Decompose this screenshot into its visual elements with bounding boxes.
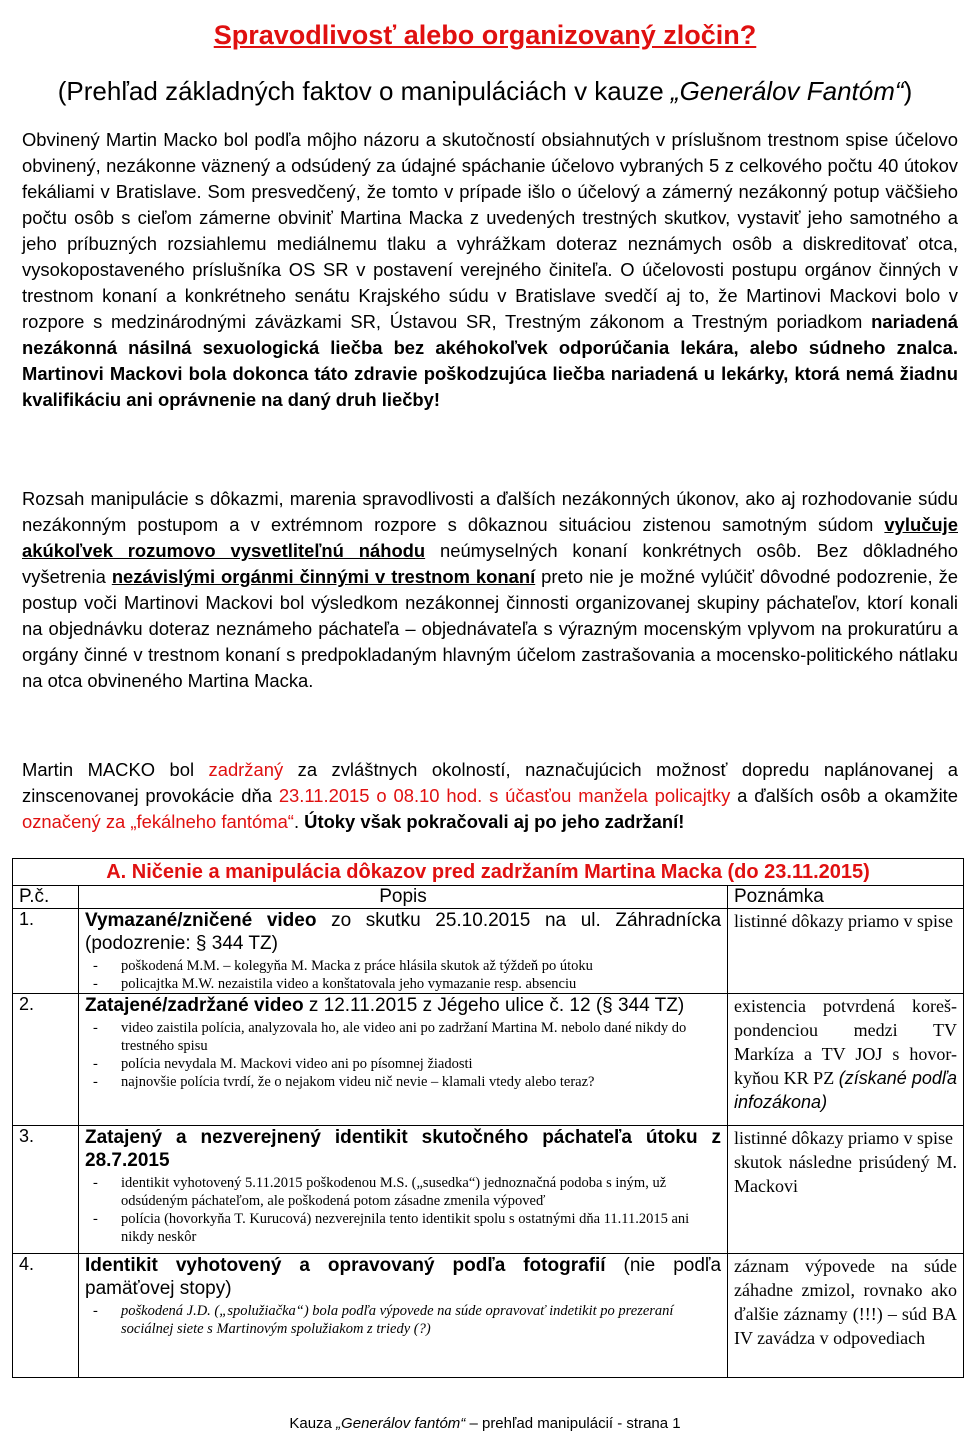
list-item: - video zaistila polícia, analyzovala ho, ale video ani po zadržaní Martina M. nebolo dané nikdy do trestného spisu xyxy=(85,1019,721,1055)
row-description: Identikit vyhotovený a opravovaný podľa fotografií (nie podľa pamäťovej stopy) - poškodená J.D. („spolužiačka“) bola podľa výpovede na súde opravovať indetikit po prezeraní sociálnej siete s Martinovým spolužiakom z triedy (?) xyxy=(79,1254,728,1378)
intro-paragraph: Obvinený Martin Macko bol podľa môjho názoru a skutočností obsiahnutých v príslušnom trestnom spise účelovo obvinený, nezákonne väznený a odsúdený za údajné spáchanie účelovo vybraných 5 z celkového počtu 40 útokov fekáliami v Bratislave. Som presvedčený, že tomto v prípade išlo o účelový a zámerný nezákonný potup väčšieho počtu osôb s cieľom zámerne obviniť Martina Macka z uvedených trestných skutkov, vystaviť jeho samotného a jeho príbuzných rozsiahlemu mediálnemu tlaku a vyhrážkam doteraz neznámych osôb a diskreditovať otca, vysokopostaveného príslušníka OS SR v postavení verejného činiteľa. O účelovosti postupu orgánov činných v trestnom konaní a konkrétneho senátu Krajského súdu v Bratislave svedčí aj to, že Martinovi Mackovi bolo v rozpore s medzinárodnými záväzkami SR, Ústavou SR, Trestným zákonom a Trestným poriadkom nariadená nezákonná násilná sexuologická liečba bez akéhokoľvek odporúčania lekára, alebo súdneho znalca. Martinovi Mackovi bola dokonca táto zdravie poškodzujúca liečba nariadená u lekárky, ktorá nemá žiadnu kvalifikáciu ani oprávnenie na daný druh liečby! xyxy=(22,129,958,410)
row-note: záznam výpovede na súde záhadne zmizol, rovnako ako ďalšie záznamy (!!!) – súd BA IV zavádza v odpovediach xyxy=(728,1254,964,1378)
arrest-paragraph: Martin MACKO bol zadržaný za zvláštnych okolností, naznačujúcich možnosť dopredu naplánovanej a zinscenovanej provokácie dňa 23.11.2015 o 08.10 hod. s účasťou manžela policajtky a ďalších osôb a okamžite označený za „fekálneho fantóma“. Útoky však pokračovali aj po jeho zadržaní! xyxy=(22,759,958,832)
row-description: Zatajené/zadržané video z 12.11.2015 z Jégeho ulice č. 12 (§ 344 TZ) - video zaistila polícia, analyzovala ho, ale video ani po zadržaní Martina M. nebolo dané nikdy do trestného spisu - polícia nevydala M. Mackovi video ani po písomnej žiadosti - najnovšie polícia tvrdí, že o nejakom videu nič nevie – klamali vtedy alebo teraz? xyxy=(79,994,728,1126)
page-footer: Kauza „Generálov fantóm“ – prehľad manipulácií - strana 1 xyxy=(289,1415,681,1432)
row-number: 4. xyxy=(13,1254,79,1378)
list-item: - polícia (hovorkyňa T. Kurucová) nezverejnila tento identikit spolu s ostatnými dňa 11.11.2015 ani nikdy neskôr xyxy=(85,1210,721,1246)
list-item: - poškodená M.M. – kolegyňa M. Macka z práce hlásila skutok až týždeň po útoku xyxy=(85,957,721,975)
row-note: listinné dôkazy priamo v spise skutok následne prisúdený M. Mackovi xyxy=(728,1126,964,1254)
row-description: Vymazané/zničené video zo skutku 25.10.2015 na ul. Záhradnícka (podozrenie: § 344 TZ) - poškodená M.M. – kolegyňa M. Macka z práce hlásila skutok až týždeň po útoku - policajtka M.W. nezaistila video a konštatovala jeho vymazanie resp. absenciu xyxy=(79,909,728,994)
table-section-title: A. Ničenie a manipulácia dôkazov pred zadržaním Martina Macka (do 23.11.2015) xyxy=(13,859,964,886)
page-subtitle: (Prehľad základných faktov o manipuláciách v kauze „Generálov Fantóm“) xyxy=(57,76,913,106)
header-num: P.č. xyxy=(13,886,79,909)
list-item: - poškodená J.D. („spolužiačka“) bola podľa výpovede na súde opravovať indetikit po prezeraní sociálnej siete s Martinovým spolužiakom z triedy (?) xyxy=(85,1302,721,1338)
row-description: Zatajený a nezverejnený identikit skutočného páchateľa útoku z 28.7.2015 - identikit vyhotovený 5.11.2015 poškodenou M.S. („susedka“) jednoznačná podoba s iným, už odsúdeným páchateľom, ale poškodená potom zásadne zmenila výpoveď - polícia (hovorkyňa T. Kurucová) nezverejnila tento identikit spolu s ostatnými dňa 11.11.2015 ani nikdy neskôr xyxy=(79,1126,728,1254)
list-item: - policajtka M.W. nezaistila video a konštatovala jeho vymazanie resp. absenciu xyxy=(85,975,721,993)
row-note: existencia potvrdená koreš-pondenciou medzi TV Markíza a TV JOJ s hovor-kyňou KR PZ (získané podľa infozákona) xyxy=(728,994,964,1126)
list-item: - najnovšie polícia tvrdí, že o nejakom videu nič nevie – klamali vtedy alebo teraz? xyxy=(85,1073,721,1091)
list-item: - identikit vyhotovený 5.11.2015 poškodenou M.S. („susedka“) jednoznačná podoba s iným, už odsúdeným páchateľom, ale poškodená potom zásadne zmenila výpoveď xyxy=(85,1174,721,1210)
header-desc: Popis xyxy=(79,886,728,909)
list-item: - polícia nevydala M. Mackovi video ani po písomnej žiadosti xyxy=(85,1055,721,1073)
row-number: 3. xyxy=(13,1126,79,1254)
row-number: 1. xyxy=(13,909,79,994)
header-note: Poznámka xyxy=(728,886,964,909)
table-header-row xyxy=(13,886,964,909)
table-row xyxy=(13,1126,964,1254)
table-row xyxy=(13,909,964,994)
row-note: listinné dôkazy priamo v spise xyxy=(728,909,964,994)
evidence-table xyxy=(12,858,964,1378)
table-row xyxy=(13,1254,964,1378)
manipulation-paragraph: Rozsah manipulácie s dôkazmi, marenia spravodlivosti a ďalších nezákonných úkonov, ako aj rozhodovanie súdu nezákonným postupom a v extrémnom rozpore s dôkaznou situáciou zistenou samotným súdom vylučuje akúkoľvek rozumovo vysvetliteľnú náhodu neúmyselných konaní konkrétnych osôb. Bez dôkladného vyšetrenia nezávislými orgánmi činnými v trestnom konaní preto nie je možné vylúčiť dôvodné podozrenie, že postup voči Martinovi Mackovi bol výsledkom nezákonnej činnosti organizovanej skupiny páchateľov, ktorí konali na objednávku doteraz neznámeho páchateľa – objednávateľa s výrazným mocenským vplyvom na prokuratúru a orgány činné v trestnom konaní s predpokladaným hlavným účelom zastrašovania a mocensko-politického nátlaku na otca obvineného Martina Macka. xyxy=(22,488,959,691)
row-number: 2. xyxy=(13,994,79,1126)
page-title: Spravodlivosť alebo organizovaný zločin? xyxy=(213,20,757,50)
table-row xyxy=(13,994,964,1126)
